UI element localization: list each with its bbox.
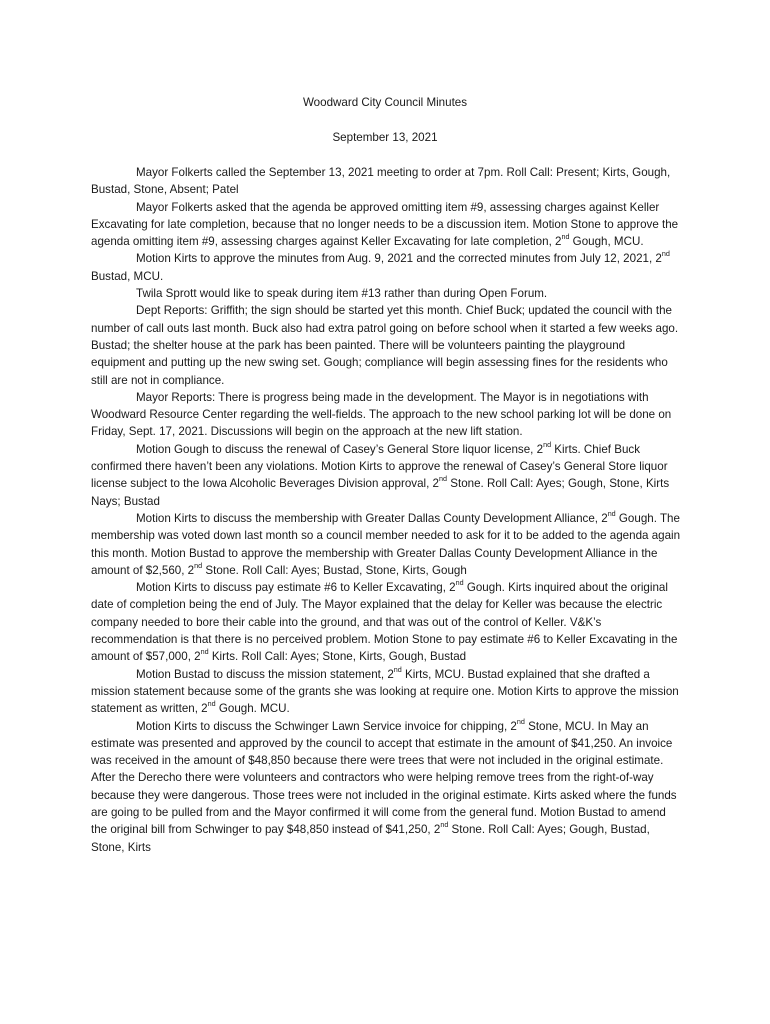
paragraph-text: Gough, MCU. — [569, 235, 644, 249]
ordinal-superscript: nd — [194, 560, 203, 570]
paragraph-text: Stone. Roll Call: Ayes; Gough, Bustad, Stone, Kirts — [91, 823, 650, 854]
ordinal-superscript: nd — [200, 647, 209, 657]
minutes-paragraph — [91, 302, 681, 388]
paragraph-text: Motion Gough to discuss the renewal of Casey’s General Store liquor license, 2 — [136, 442, 544, 456]
minutes-paragraph — [91, 579, 681, 665]
paragraph-text: Twila Sprott would like to speak during item #13 rather than during Open Forum. — [136, 287, 548, 301]
paragraph-text: Motion Kirts to approve the minutes from Aug. 9, 2021 and the corrected minutes from July 12, 2021, 2 — [136, 252, 662, 266]
ordinal-superscript: nd — [440, 820, 449, 830]
minutes-paragraph — [91, 510, 681, 579]
paragraph-text: Kirts, MCU. Bustad explained that she drafted a mission statement because some of the grants she was looking at require one. Motion Kirts to approve the mission statement as written, 2 — [91, 667, 679, 716]
paragraph-text: Kirts. Roll Call: Ayes; Stone, Kirts, Gough, Bustad — [208, 650, 467, 664]
paragraph-text: Gough. The membership was voted down last month so a council member needed to ask for it to be added to the agenda again this month. Motion Bustad to approve the membership with Greater Dallas County Development Alliance in the amount of $2,560, 2 — [91, 511, 681, 577]
minutes-paragraph — [91, 164, 681, 199]
paragraph-text: Motion Kirts to discuss the Schwinger Lawn Service invoice for chipping, 2 — [136, 719, 517, 733]
ordinal-superscript: nd — [561, 232, 570, 242]
paragraph-text: Gough. MCU. — [215, 702, 290, 716]
paragraph-text: Stone. Roll Call: Ayes; Bustad, Stone, Kirts, Gough — [202, 563, 467, 577]
paragraph-text: Kirts. Chief Buck confirmed there haven’t been any violations. Motion Kirts to approve the renewal of Casey’s General Store liquor license subject to the Iowa Alcoholic Beverages Division approval, 2 — [91, 442, 668, 491]
ordinal-superscript: nd — [207, 699, 216, 709]
paragraph-text: Mayor Reports: There is progress being made in the development. The Mayor is in negotiations with Woodward Resource Center regarding the well-fields. The approach to the new school parking lot will be done on Friday, Sept. 17, 2021. Discussions will begin on the approach at the new lift station. — [91, 390, 672, 439]
document-title: Woodward City Council Minutes — [302, 96, 468, 109]
minutes-body — [91, 164, 681, 856]
ordinal-superscript: nd — [607, 508, 616, 518]
paragraph-text: Dept Reports: Griffith; the sign should be started yet this month. Chief Buck; updated the council with the number of call outs last month. Buck also had extra patrol going on before school when it started a few weeks ago. Bustad; the shelter house at the park has been painted. There will be volunteers painting the playground equipment and putting up the new swing set. Gough; compliance will begin assessing fines for the residents who still are not in compliance. — [91, 304, 679, 387]
minutes-paragraph — [91, 199, 681, 251]
paragraph-text: Mayor Folkerts called the September 13, 2021 meeting to order at 7pm. Roll Call: Present; Kirts, Gough, Bustad, Stone, Absent; Patel — [91, 166, 671, 197]
minutes-paragraph — [91, 441, 681, 510]
paragraph-text: Bustad, MCU. — [91, 269, 164, 283]
ordinal-superscript: nd — [516, 716, 525, 726]
ordinal-superscript: nd — [661, 249, 670, 259]
paragraph-text: Stone, MCU. In May an estimate was presented and approved by the council to accept that estimate in the amount of $41,250. An invoice was received in the amount of $48,850 because there were trees that were not included in the original estimate. After the Derecho there were volunteers and contractors who were helping remove trees from the right-of-way because they were dangerous. Those trees were not included in the original estimate. Kirts asked where the funds are going to be pulled from and the Mayor confirmed it will come from the general fund. Motion Bustad to amend the original bill from Schwinger to pay $48,850 instead of $41,250, 2 — [91, 719, 677, 837]
paragraph-text: Gough. Kirts inquired about the original date of completion being the end of July. The Mayor explained that the delay for Keller was because the electric company needed to bore their cable into the ground, and that was out of the control of Keller. V&K’s recommendation is that there is no perceived problem. Motion Stone to pay estimate #6 to Keller Excavating in the amount of $57,000, 2 — [91, 581, 678, 664]
ordinal-superscript: nd — [439, 474, 448, 484]
ordinal-superscript: nd — [543, 439, 552, 449]
meeting-date: September 13, 2021 — [332, 131, 438, 144]
paragraph-text: Motion Kirts to discuss pay estimate #6 to Keller Excavating, 2 — [136, 581, 456, 595]
minutes-paragraph — [91, 666, 681, 718]
paragraph-text: Motion Bustad to discuss the mission statement, 2 — [136, 667, 394, 681]
paragraph-text: Motion Kirts to discuss the membership with Greater Dallas County Development Alliance, 2 — [136, 511, 608, 525]
minutes-paragraph — [91, 718, 681, 856]
paragraph-text: Mayor Folkerts asked that the agenda be approved omitting item #9, assessing charges against Keller Excavating for late completion, because that no longer needs to be a discussion item. Motion Stone to approve the agenda omitting item #9, assessing charges against Keller Excavating for late completion, 2 — [91, 200, 679, 249]
minutes-paragraph — [91, 389, 681, 441]
ordinal-superscript: nd — [393, 664, 402, 674]
minutes-paragraph — [91, 285, 681, 302]
ordinal-superscript: nd — [455, 578, 464, 588]
paragraph-text: Stone. Roll Call: Ayes; Gough, Stone, Kirts Nays; Bustad — [91, 477, 670, 508]
minutes-paragraph — [91, 250, 681, 285]
